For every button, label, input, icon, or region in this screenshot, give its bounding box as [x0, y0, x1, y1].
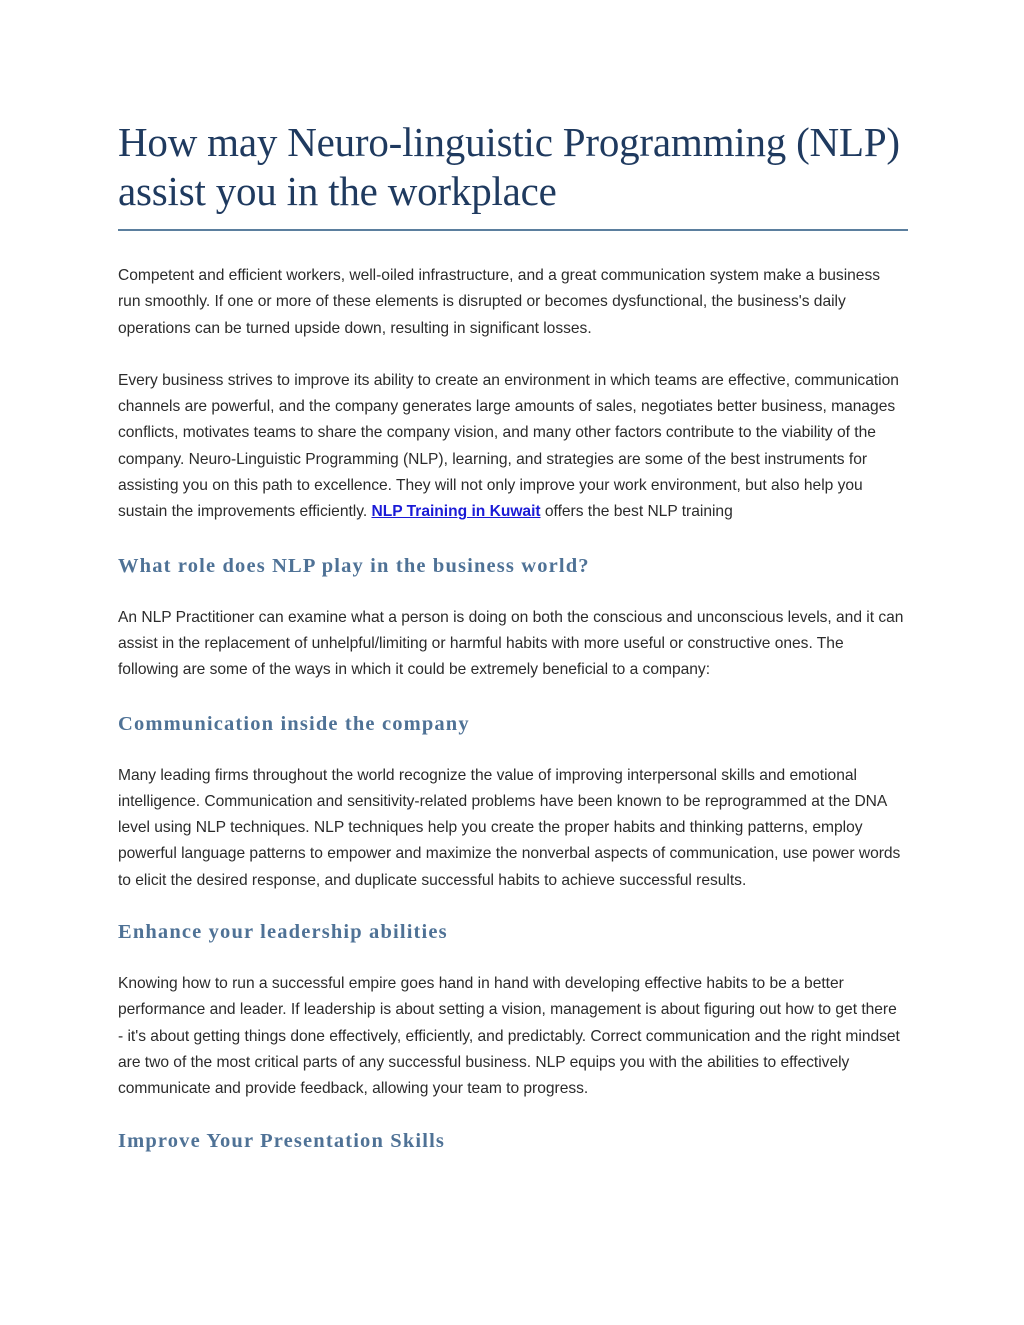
paragraph-leadership: Knowing how to run a successful empire goes hand in hand with developing effective habits to be a better performance and leader. If leadership is about setting a vision, management is about figuring out how to get there - it's about getting things done effectively, efficiently, and predictably. Correct communication and the right mindset are two of the most critical parts of any successful business. NLP equips you with the abilities to effectively communicate and provide feedback, allowing your team to progress.: [118, 975, 900, 1098]
document-content: [118, 0, 908, 1154]
paragraph-business-environment: [118, 342, 904, 526]
nlp-training-kuwait-link[interactable]: NLP Training in Kuwait: [371, 503, 541, 521]
paragraph-business-world: An NLP Practitioner can examine what a person is doing on both the conscious and unconscious levels, and it can assist in the replacement of unhelpful/limiting or harmful habits with more useful or constructive ones. The following are some of the ways in which it could be extremely beneficial to a company:: [118, 608, 904, 679]
paragraph-intro: Competent and efficient workers, well-oiled infrastructure, and a great communication system make a business run smoothly. If one or more of these elements is disrupted or becomes dysfunctional, the business's daily operations can be turned upside down, resulting in significant losses.: [118, 267, 881, 337]
heading-presentation-skills: Improve Your Presentation Skills: [118, 1129, 446, 1152]
paragraph-business-environment-text-before-link: Every business strives to improve its ability to create an environment in which teams are effective, communication channels are powerful, and the company generates large amounts of sales, negotiates better business, manages conflicts, motivates teams to share the company vision, and many other factors contribute to the viability of the company. Neuro-Linguistic Programming (NLP), learning, and strategies are some of the best instruments for assisting you on this path to excellence. They will not only improve your work environment, but also help you sustain the improvements efficiently.: [118, 371, 899, 521]
paragraph-communication: Many leading firms throughout the world recognize the value of improving interpersonal skills and emotional intelligence. Communication and sensitivity-related problems have been known to be reprogrammed at the DNA level using NLP techniques. NLP techniques help you create the proper habits and thinking patterns, employ powerful language patterns to empower and maximize the nonverbal aspects of communication, use power words to elicit the desired response, and duplicate successful habits to achieve successful results.: [118, 766, 901, 889]
title-divider: [118, 229, 908, 231]
heading-communication-inside-company: Communication inside the company: [118, 712, 470, 735]
page-title: How may Neuro-linguistic Programming (NLP) assist you in the workplace: [118, 119, 900, 214]
heading-leadership-abilities: Enhance your leadership abilities: [118, 921, 448, 944]
paragraph-business-environment-text-after-link: offers the best NLP training: [540, 503, 733, 521]
heading-business-world: What role does NLP play in the business world?: [118, 554, 590, 577]
